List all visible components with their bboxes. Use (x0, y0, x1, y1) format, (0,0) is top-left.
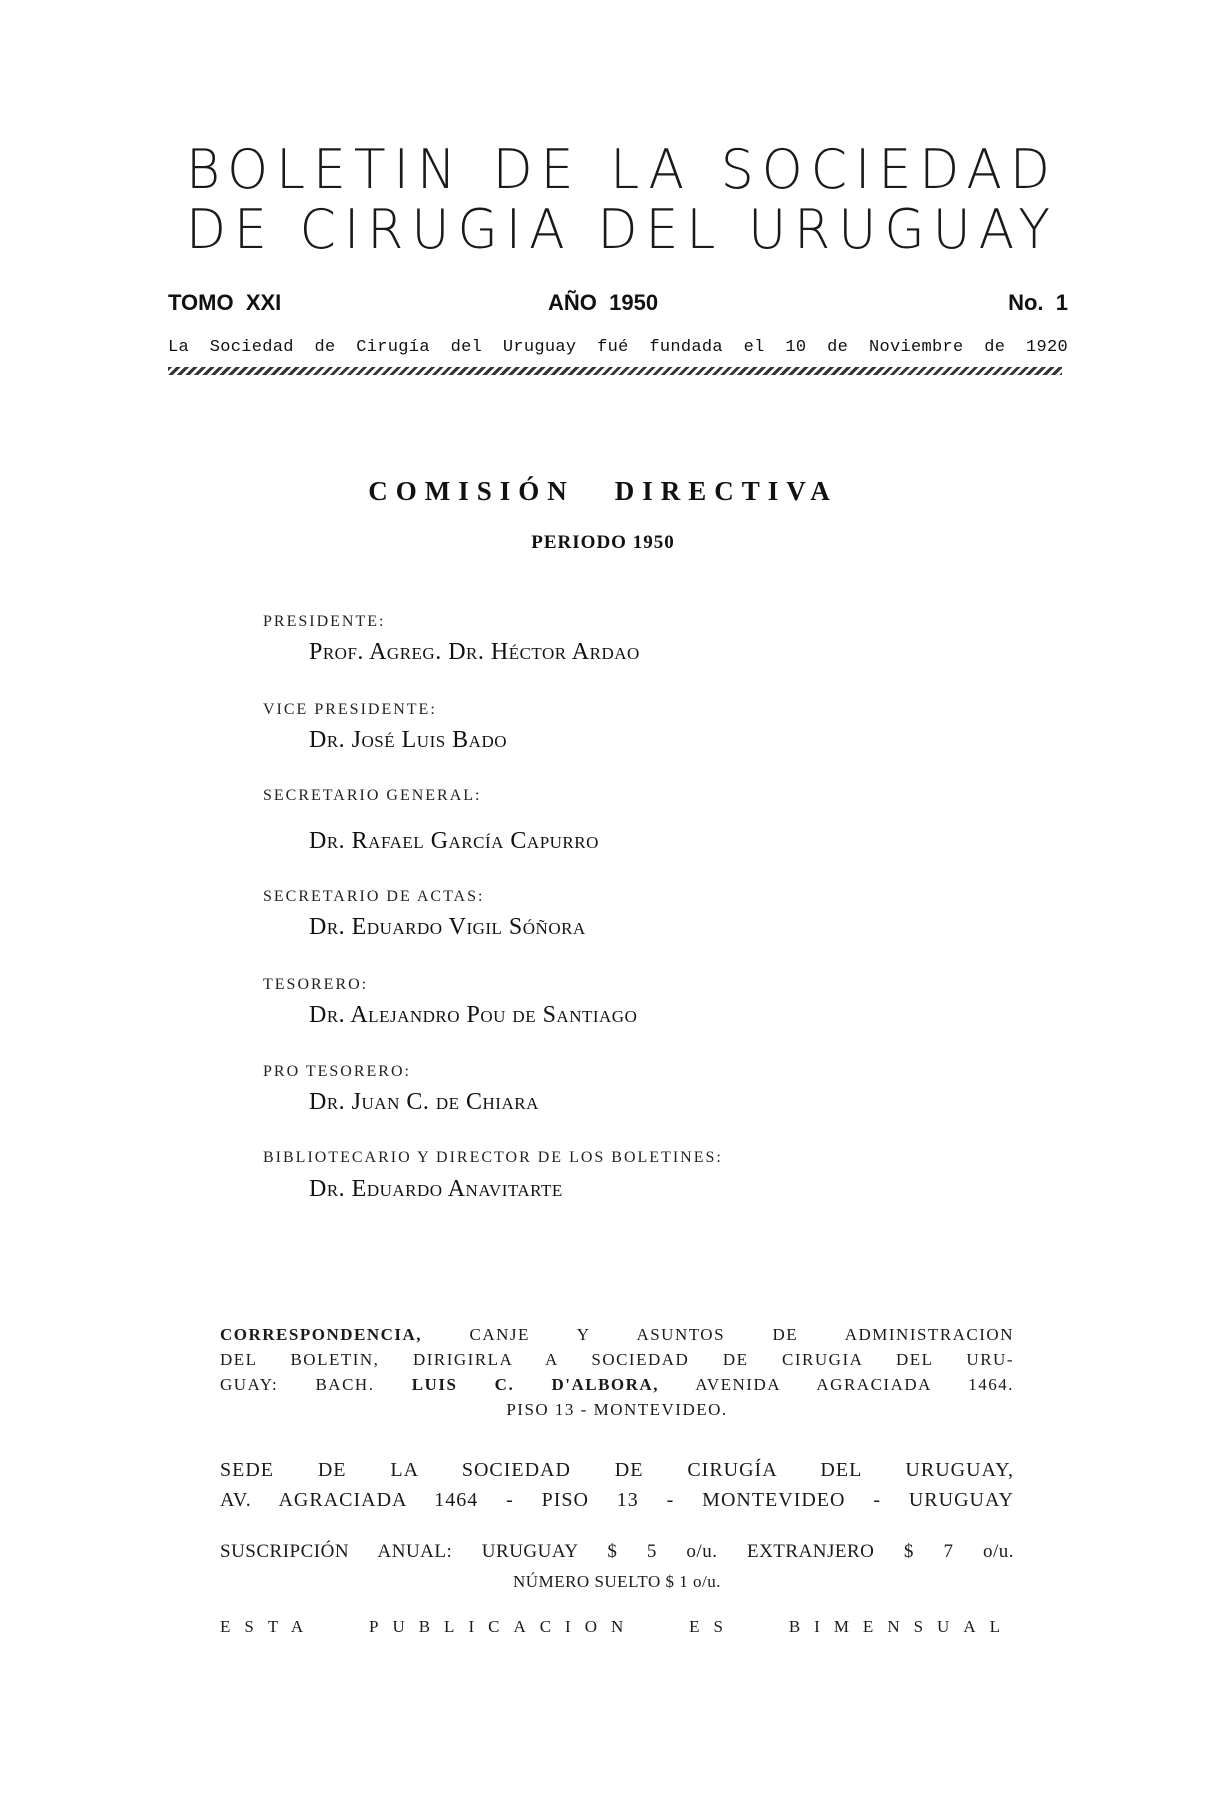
member-name: Dr. Rafael García Capurro (309, 828, 599, 854)
title-word: DE (186, 198, 275, 262)
member-name: Dr. Juan C. de Chiara (309, 1089, 539, 1115)
ornamental-divider (168, 367, 1062, 375)
notice-line: PISO 13 - MONTEVIDEO. (506, 1400, 728, 1419)
single-issue-price: NÚMERO SUELTO $ 1 o/u. (513, 1572, 721, 1591)
role-label: PRESIDENTE: (263, 613, 386, 630)
notice-line (220, 1372, 1014, 1397)
notice-line: DEL BOLETIN, DIRIGIRLA A SOCIEDAD DE CIRUGIA DEL URU- (220, 1350, 1014, 1369)
role-label: VICE PRESIDENTE: (263, 701, 437, 718)
role-label: PRO TESORERO: (263, 1063, 411, 1080)
headquarters-address (220, 1455, 1014, 1515)
publication-frequency (220, 1617, 1014, 1637)
notice-text: GUAY: BACH. (220, 1375, 412, 1394)
role-label: BIBLIOTECARIO Y DIRECTOR DE LOS BOLETINES: (263, 1149, 723, 1166)
role-label: SECRETARIO DE ACTAS: (263, 888, 485, 905)
title-word: URUGUAY (748, 198, 1058, 262)
address-line: AV. AGRACIADA 1464 - PISO 13 - MONTEVIDEO - URUGUAY (220, 1489, 1014, 1511)
correspondence-notice (220, 1322, 1014, 1422)
address-line: SEDE DE LA SOCIEDAD DE CIRUGÍA DEL URUGUAY, (220, 1459, 1014, 1481)
period-label: PERIODO 1950 (531, 532, 675, 553)
subscription-info (220, 1537, 1014, 1597)
title-word: SOCIEDAD (720, 138, 1058, 202)
frequency-word: PUBLICACION (368, 1617, 638, 1636)
title-word: CIRUGIA (299, 198, 573, 262)
title-word: BOLETIN (186, 138, 464, 202)
role-label: SECRETARIO GENERAL: (263, 787, 482, 804)
issue-number: No. 1 (1008, 290, 1068, 315)
notice-text: CANJE Y ASUNTOS DE ADMINISTRACION (422, 1325, 1014, 1344)
frequency-word: BIMENSUAL (788, 1617, 1014, 1636)
member-name: Prof. Agreg. Dr. Héctor Ardao (309, 639, 640, 665)
notice-bold: CORRESPONDENCIA, (220, 1325, 423, 1344)
title-word: DEL (597, 198, 724, 262)
frequency-word: ES (689, 1617, 737, 1636)
frequency-word: ESTA (220, 1617, 318, 1636)
notice-text: AVENIDA AGRACIADA 1464. (658, 1375, 1014, 1394)
founding-tagline: La Sociedad de Cirugía del Uruguay fué fundada el 10 de Noviembre de 1920 (168, 338, 1068, 357)
member-name: Dr. José Luis Bado (309, 727, 508, 753)
commission-heading (0, 476, 1206, 507)
title-word: LA (610, 138, 693, 202)
member-name: Dr. Eduardo Anavitarte (309, 1176, 563, 1202)
volume-label: TOMO XXI (168, 290, 282, 315)
issue-metadata (168, 290, 1068, 320)
heading-word: COMISIÓN (368, 476, 575, 506)
title-word: DE (492, 138, 582, 202)
notice-bold: LUIS C. D'ALBORA, (411, 1375, 659, 1394)
heading-word: DIRECTIVA (614, 476, 838, 506)
year-label: AÑO 1950 (548, 290, 659, 315)
subscription-line: SUSCRIPCIÓN ANUAL: URUGUAY $ 5 o/u. EXTRANJERO $ 7 o/u. (220, 1541, 1014, 1562)
journal-title-line-1 (186, 139, 1058, 202)
notice-line (220, 1322, 1014, 1347)
member-name: Dr. Alejandro Pou de Santiago (309, 1002, 638, 1028)
role-label: TESORERO: (263, 976, 369, 993)
journal-title-line-2 (186, 199, 1058, 262)
member-name: Dr. Eduardo Vigil Sóñora (309, 914, 586, 940)
